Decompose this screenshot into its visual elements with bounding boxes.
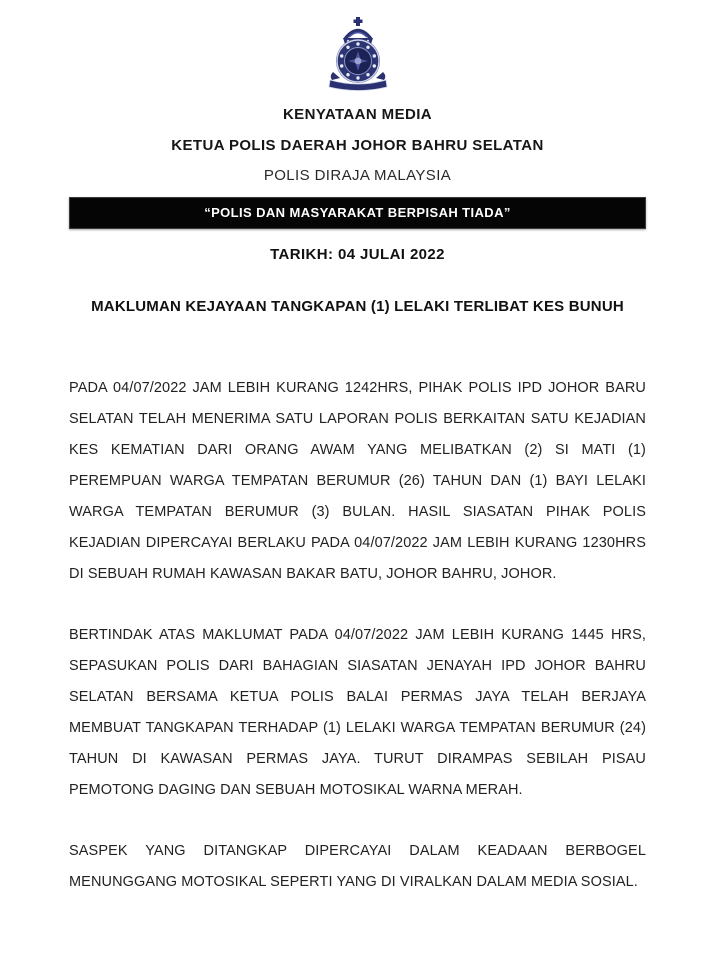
paragraph-arrest-details: BERTINDAK ATAS MAKLUMAT PADA 04/07/2022 JAM LEBIH KURANG 1445 HRS, SEPASUKAN POLIS DARI BAHAGIAN SIASATAN JENAYAH IPD JOHOR BAHRU SELATAN BERSAMA KETUA POLIS BALAI PERMAS JAYA TELAH BERJAYA MEMBUAT TANGKAPAN TERHADAP (1) LELAKI WARGA TEMPATAN BERUMUR (24) TAHUN DI KAWASAN PERMAS JAYA. TURUT DIRAMPAS SEBILAH PISAU PEMOTONG DAGING DAN SEBUAH MOTOSIKAL WARNA MERAH.: [69, 627, 646, 798]
motto-text: “POLIS DAN MASYARAKAT BERPISAH TIADA”: [204, 205, 511, 220]
document-title: MAKLUMAN KEJAYAAN TANGKAPAN (1) LELAKI TERLIBAT KES BUNUH: [91, 298, 624, 315]
royal-malaysia-police-crest-icon: [316, 16, 400, 92]
press-release-page: [69, 0, 646, 898]
police-crest-logo: [69, 16, 646, 92]
date-line: TARIKH: 04 JULAI 2022: [270, 246, 445, 263]
doc-heading-ketua-polis: KETUA POLIS DAERAH JOHOR BAHRU SELATAN: [171, 137, 544, 154]
paragraph-suspect-condition: SASPEK YANG DITANGKAP DIPERCAYAI DALAM KEADAAN BERBOGEL MENUNGGANG MOTOSIKAL SEPERTI YANG DI VIRALKAN DALAM MEDIA SOSIAL.: [69, 843, 646, 890]
doc-heading-polis-diraja-malaysia: POLIS DIRAJA MALAYSIA: [263, 167, 452, 184]
motto-banner: [69, 197, 646, 229]
doc-heading-kenyataan-media: KENYATAAN MEDIA: [282, 106, 433, 123]
paragraph-report-received: PADA 04/07/2022 JAM LEBIH KURANG 1242HRS, PIHAK POLIS IPD JOHOR BARU SELATAN TELAH MENERIMA SATU LAPORAN POLIS BERKAITAN SATU KEJADIAN KES KEMATIAN DARI ORANG AWAM YANG MELIBATKAN (2) SI MATI (1) PEREMPUAN WARGA TEMPATAN BERUMUR (26) TAHUN DAN (1) BAYI LELAKI WARGA TEMPATAN BERUMUR (3) BULAN. HASIL SIASATAN PIHAK POLIS KEJADIAN DIPERCAYAI BERLAKU PADA 04/07/2022 JAM LEBIH KURANG 1230HRS DI SEBUAH RUMAH KAWASAN BAKAR BATU, JOHOR BAHRU, JOHOR.: [69, 380, 646, 582]
